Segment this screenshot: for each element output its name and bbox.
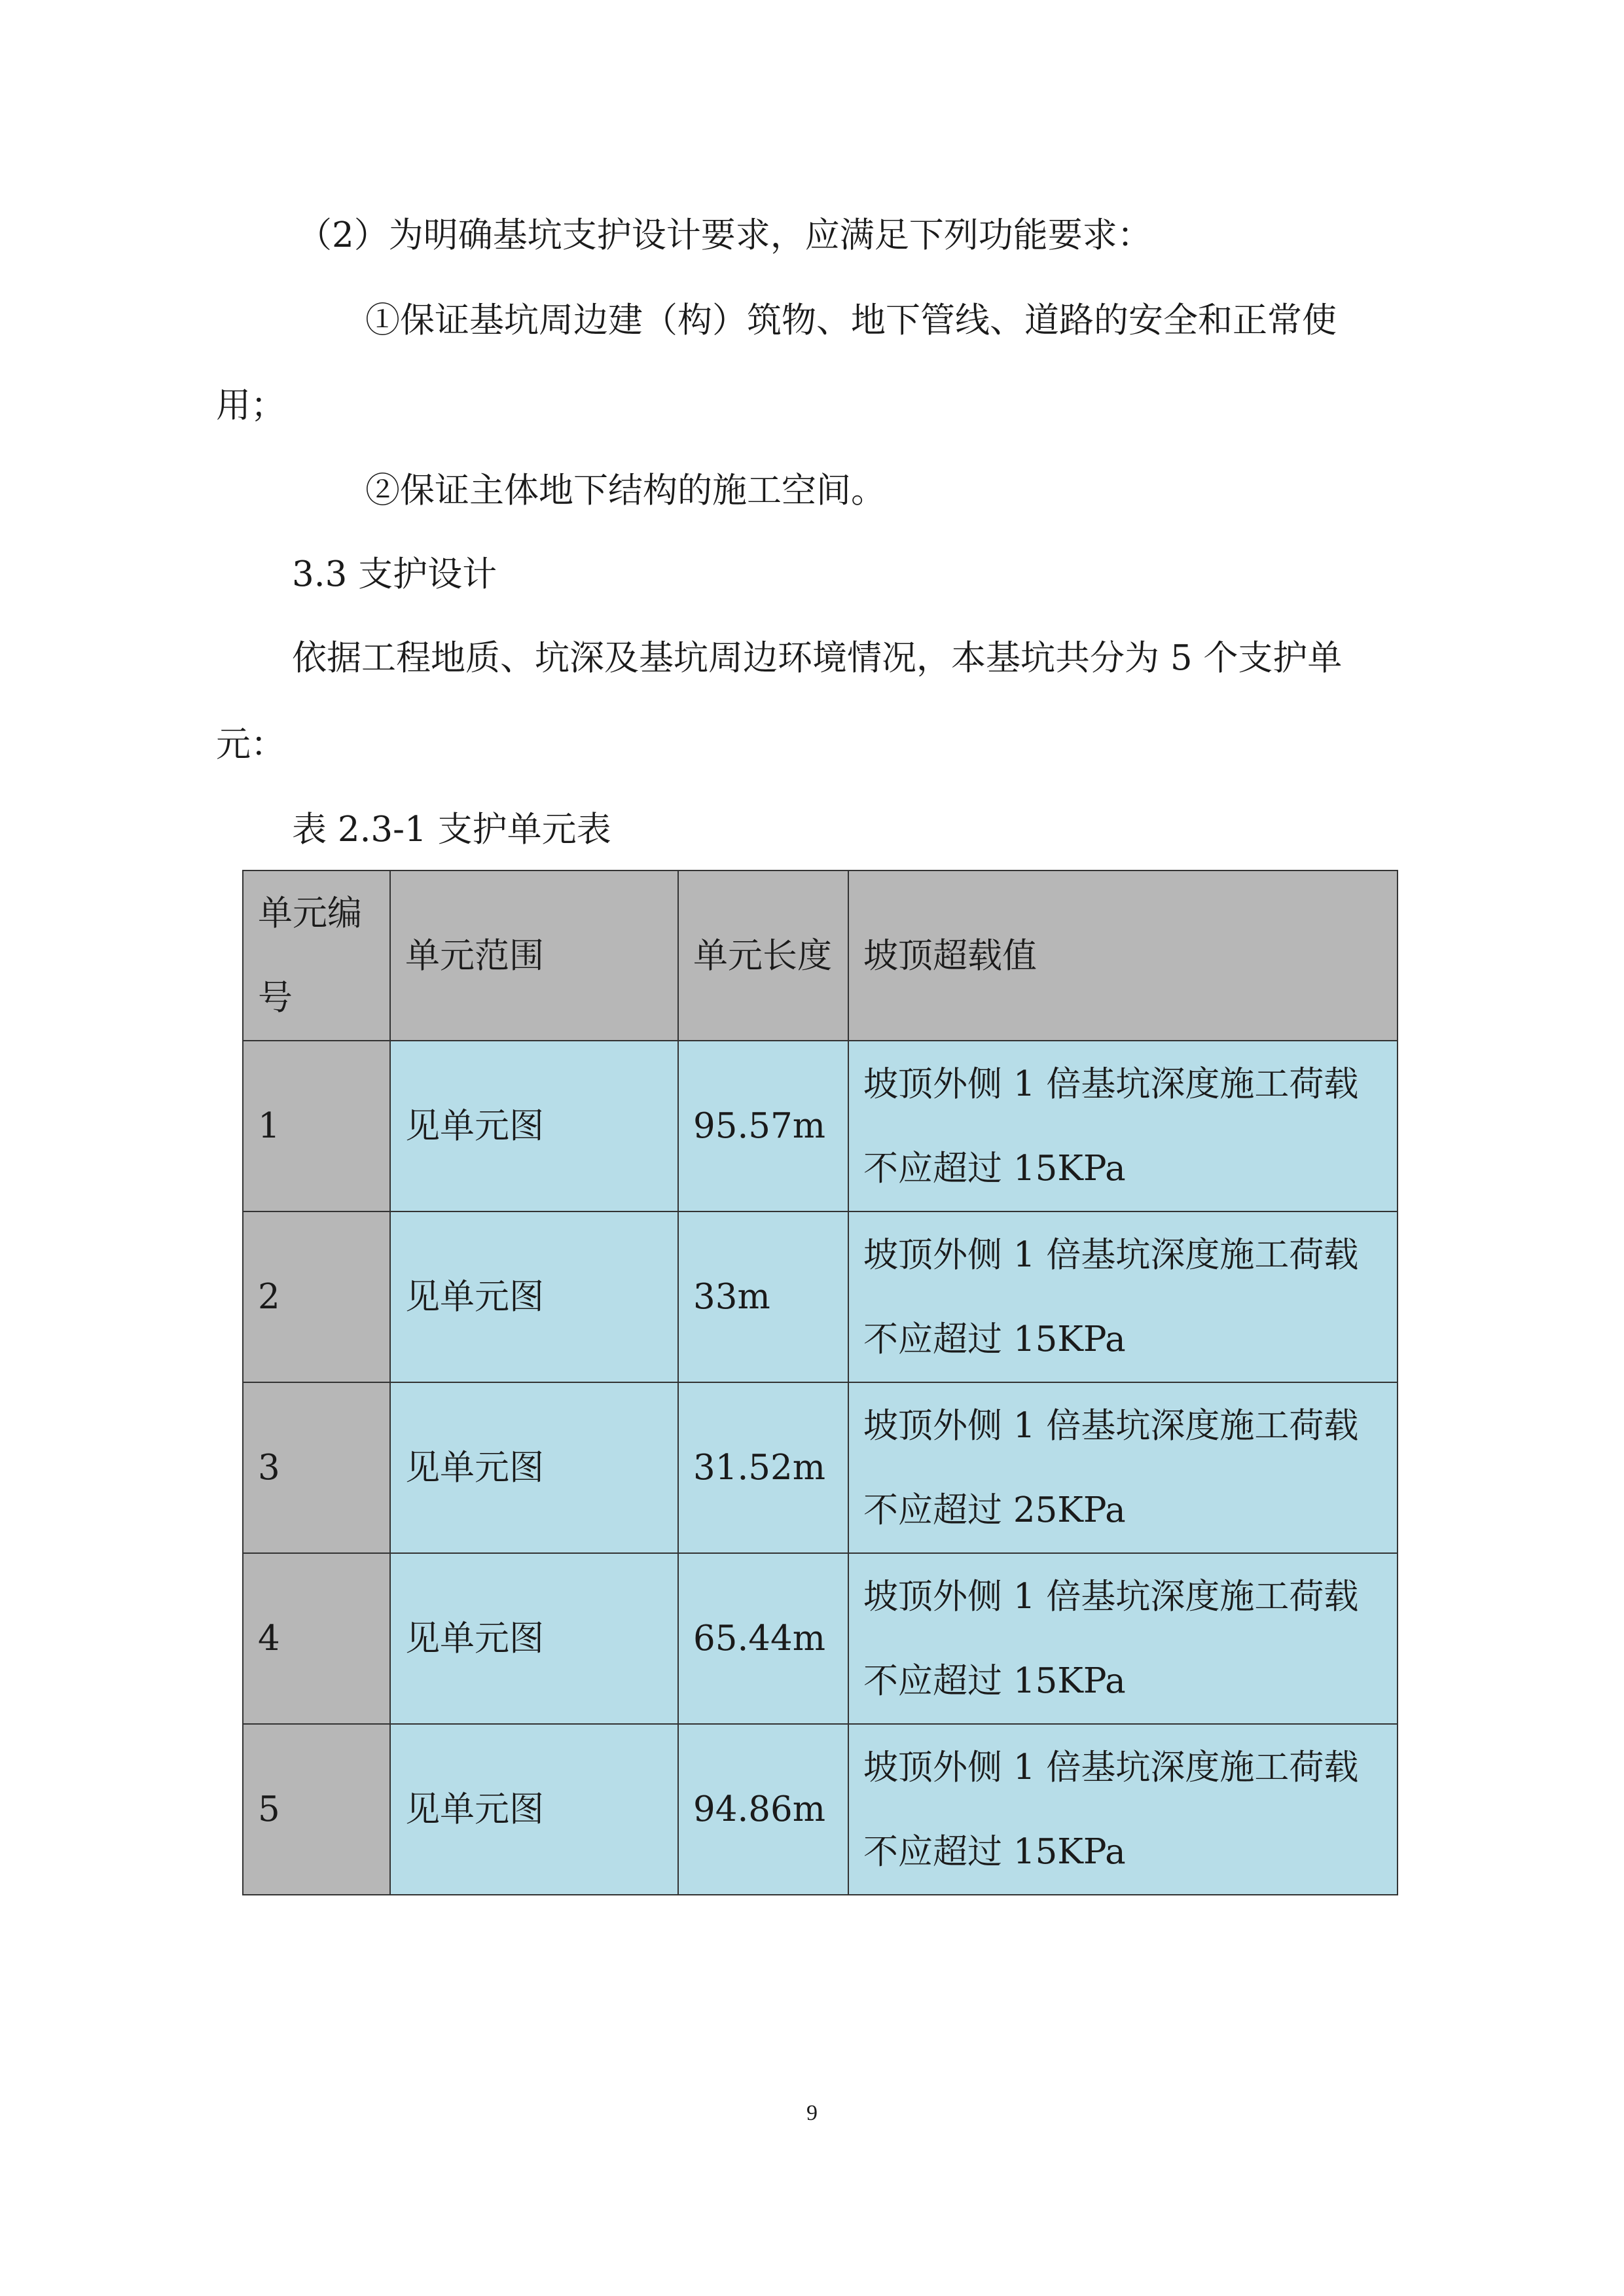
cell-unit-number: 1: [243, 1041, 390, 1211]
section-intro-line-2: 元：: [216, 725, 285, 764]
cell-unit-number: 5: [243, 1724, 390, 1895]
header-unit-range: 单元范围: [390, 870, 678, 1041]
cell-unit-range: 见单元图: [390, 1724, 678, 1895]
cell-unit-range: 见单元图: [390, 1382, 678, 1553]
cell-slope-load: 坡顶外侧 1 倍基坑深度施工荷载不应超过 15KPa: [848, 1041, 1398, 1211]
table-header-row: [243, 870, 1398, 1041]
section-intro-line-1: 依据工程地质、坑深及基坑周边环境情况，本基坑共分为 5 个支护单: [292, 638, 1343, 678]
requirement-item-2: ②保证主体地下结构的施工空间。: [365, 471, 886, 511]
cell-unit-range: 见单元图: [390, 1553, 678, 1724]
cell-unit-number: 2: [243, 1211, 390, 1382]
table-row: [243, 1041, 1398, 1211]
requirement-heading: （2）为明确基坑支护设计要求，应满足下列功能要求：: [297, 215, 1152, 255]
cell-slope-load: 坡顶外侧 1 倍基坑深度施工荷载不应超过 15KPa: [848, 1724, 1398, 1895]
cell-unit-length: 94.86m: [678, 1724, 848, 1895]
cell-unit-number: 3: [243, 1382, 390, 1553]
cell-slope-load: 坡顶外侧 1 倍基坑深度施工荷载不应超过 15KPa: [848, 1211, 1398, 1382]
section-heading: 3.3 支护设计: [292, 554, 497, 594]
requirement-item-1-line-1: ①保证基坑周边建（构）筑物、地下管线、道路的安全和正常使: [365, 300, 1337, 340]
header-slope-load: 坡顶超载值: [848, 870, 1398, 1041]
cell-unit-length: 65.44m: [678, 1553, 848, 1724]
requirement-item-1-line-2: 用；: [216, 386, 285, 425]
page-number: 9: [806, 2101, 818, 2125]
cell-unit-length: 33m: [678, 1211, 848, 1382]
table-row: [243, 1553, 1398, 1724]
table-row: [243, 1724, 1398, 1895]
table-row: [243, 1211, 1398, 1382]
cell-slope-load: 坡顶外侧 1 倍基坑深度施工荷载不应超过 25KPa: [848, 1382, 1398, 1553]
table-row: [243, 1382, 1398, 1553]
cell-slope-load: 坡顶外侧 1 倍基坑深度施工荷载不应超过 15KPa: [848, 1553, 1398, 1724]
cell-unit-range: 见单元图: [390, 1211, 678, 1382]
support-unit-table: [242, 870, 1398, 1895]
header-unit-length: 单元长度: [678, 870, 848, 1041]
table-caption: 表 2.3-1 支护单元表: [292, 810, 611, 850]
header-unit-number: 单元编号: [243, 870, 390, 1041]
cell-unit-number: 4: [243, 1553, 390, 1724]
cell-unit-length: 31.52m: [678, 1382, 848, 1553]
cell-unit-range: 见单元图: [390, 1041, 678, 1211]
cell-unit-length: 95.57m: [678, 1041, 848, 1211]
